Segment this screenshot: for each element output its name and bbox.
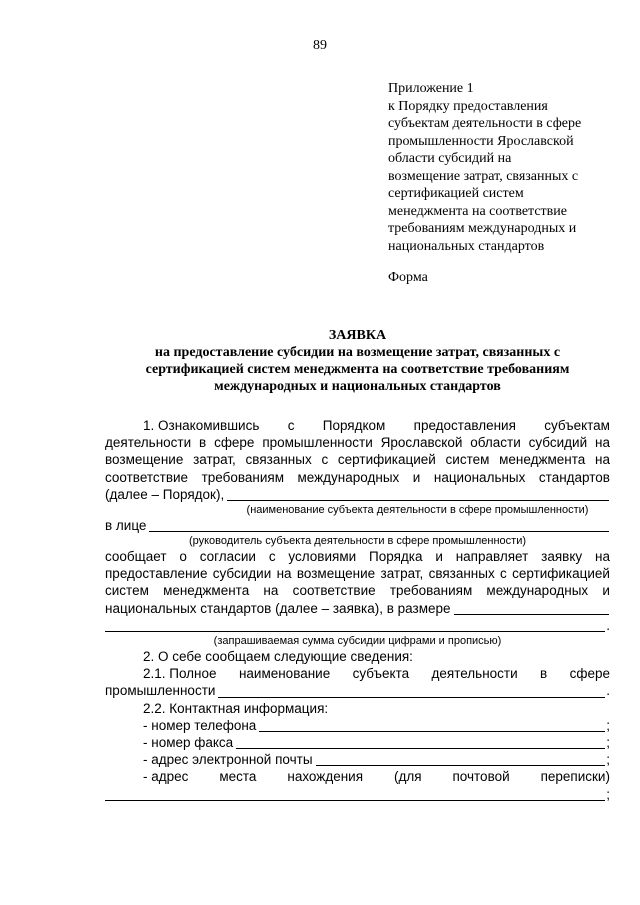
word: возмещение: [105, 452, 184, 468]
word: наименование: [238, 666, 331, 682]
word: менеджмента: [499, 452, 586, 468]
word: согласии: [199, 549, 256, 565]
paragraph-line: [105, 548, 610, 565]
word: направляет: [455, 549, 529, 565]
word: на: [594, 549, 610, 565]
field-caption: (запрашиваемая сумма субсидии цифрами и прописью): [213, 635, 502, 648]
word: 2.1. Полное: [143, 666, 217, 682]
appendix-header: [388, 80, 628, 255]
word: почтовой: [452, 769, 510, 785]
word: систем: [105, 583, 149, 599]
word: субъектам: [544, 417, 610, 433]
word: о: [179, 549, 187, 565]
word: и: [412, 469, 421, 485]
word: области: [470, 435, 521, 451]
appendix-line: промышленности Ярославской: [388, 133, 574, 149]
email-field[interactable]: [316, 753, 606, 766]
word: - адрес: [143, 769, 189, 785]
word: субсидии: [212, 566, 272, 582]
word: национальных: [433, 469, 526, 485]
word: международных: [297, 469, 400, 485]
word: сообщает: [105, 549, 167, 565]
word: соответствие: [292, 583, 376, 599]
amount-field-long[interactable]: [105, 619, 605, 632]
appendix-line: менеджмента на соответствие: [388, 203, 567, 219]
appendix-line: требованиям международных и: [388, 221, 577, 236]
word: предоставления: [413, 417, 516, 433]
word: с: [268, 549, 276, 565]
paragraph-line: [105, 434, 610, 451]
word: деятельности: [431, 666, 518, 682]
semicolon: ;: [606, 717, 610, 733]
word: сертификацией: [337, 452, 436, 468]
semicolon: ;: [606, 752, 610, 768]
word: международных: [486, 583, 589, 599]
subject-name-field[interactable]: [227, 488, 609, 501]
word: связанных: [428, 566, 495, 582]
title-main: ЗАЯВКА: [328, 328, 387, 343]
appendix-line: субъектам деятельности в сфере: [388, 116, 582, 131]
field-caption: (наименование субъекта деятельности в сфере промышленности): [246, 503, 589, 516]
appendix-line: Приложение 1: [388, 81, 474, 96]
paragraph-line: [105, 665, 610, 682]
paragraph-line: [105, 517, 610, 534]
word: стандартов: [538, 469, 610, 485]
paragraph-line: [105, 751, 610, 768]
word: систем: [445, 452, 490, 468]
word: - номер телефона: [143, 717, 257, 733]
period: .: [606, 683, 610, 699]
paragraph-line: [105, 617, 610, 634]
paragraph-line: [105, 469, 610, 486]
semicolon: ;: [606, 786, 610, 802]
phone-field[interactable]: [259, 719, 605, 732]
word: с: [321, 452, 329, 468]
appendix-line: к Порядку предоставления: [388, 98, 548, 114]
paragraph-line: [105, 700, 610, 717]
word: субъекта: [352, 666, 410, 682]
word: заявку: [541, 549, 583, 565]
appendix-line: области субсидий на: [388, 151, 512, 166]
word: на: [595, 435, 610, 451]
word: промышленности: [105, 683, 216, 699]
word: на: [263, 583, 279, 599]
word: 1. Ознакомившись: [143, 417, 260, 433]
field-caption: (руководитель субъекта деятельности в сфере промышленности): [188, 535, 527, 548]
full-name-field[interactable]: [218, 685, 605, 698]
word: предоставление: [105, 566, 208, 582]
word: затрат,: [193, 452, 236, 468]
section-heading: [105, 648, 610, 665]
fax-field[interactable]: [236, 736, 605, 749]
word: и: [602, 583, 610, 599]
word: (для: [393, 769, 422, 785]
word: на: [276, 566, 292, 582]
page-number: 89: [313, 38, 327, 53]
document-title: [105, 327, 610, 395]
paragraph-line: [105, 682, 610, 699]
address-field[interactable]: [105, 788, 605, 801]
word: деятельности: [105, 435, 192, 451]
word: затрат,: [380, 566, 424, 582]
document-body: [105, 417, 610, 803]
word: и: [435, 549, 443, 565]
word: Ярославской: [380, 435, 463, 451]
paragraph-line: [105, 734, 610, 751]
word: в: [199, 435, 207, 451]
word: 2.2. Контактная информация:: [143, 700, 329, 716]
word: - номер факса: [143, 734, 234, 750]
paragraph-line: [105, 768, 610, 785]
word: места: [219, 769, 257, 785]
head-person-field[interactable]: [149, 519, 609, 532]
word: с: [287, 417, 295, 433]
paragraph-line: [105, 717, 610, 734]
word: сертификацией: [512, 566, 610, 582]
semicolon: ;: [606, 734, 610, 750]
amount-field-short[interactable]: [454, 602, 609, 615]
word: промышленности: [262, 435, 373, 451]
word: условиями: [288, 549, 357, 565]
appendix-line: национальных стандартов: [388, 238, 545, 254]
word: в: [540, 666, 548, 682]
title-sub-line: на предоставление субсидии на возмещение затрат, связанных с: [154, 345, 561, 360]
paragraph-line: [105, 786, 610, 803]
paragraph-line: [105, 486, 610, 503]
word: требованиям: [389, 583, 473, 599]
word: требованиям: [201, 469, 284, 485]
word: нахождения: [287, 769, 364, 785]
paragraph-line: [105, 600, 610, 617]
form-label: Форма: [388, 270, 428, 285]
word: национальных стандартов (далее – заявка), в размере: [105, 600, 451, 616]
word: связанных: [245, 452, 312, 468]
word: переписки): [540, 769, 610, 785]
word: в лице: [105, 517, 147, 533]
paragraph-line: [105, 417, 610, 434]
word: соответствие: [105, 469, 189, 485]
word: Порядка: [369, 549, 423, 565]
paragraph-line: [105, 451, 610, 468]
word: 2. О себе сообщаем следующие сведения:: [143, 649, 413, 665]
title-sub-line: международных и национальных стандартов: [214, 379, 501, 394]
word: сфере: [214, 435, 255, 451]
title-sub-line: сертификацией систем менеджмента на соответствие требованиям: [145, 362, 570, 377]
word: с: [500, 566, 507, 582]
word: менеджмента: [163, 583, 250, 599]
word: на: [595, 452, 610, 468]
word: (далее – Порядок),: [105, 486, 225, 502]
appendix-line: возмещение затрат, связанных с: [388, 168, 579, 184]
word: Порядком: [322, 417, 386, 433]
word: сфере: [569, 666, 610, 682]
paragraph-line: [105, 565, 610, 582]
period: .: [606, 617, 610, 633]
appendix-line: сертификацией систем: [388, 186, 524, 201]
word: - адрес электронной почты: [143, 752, 313, 768]
word: возмещение: [296, 566, 376, 582]
word: субсидий: [528, 435, 588, 451]
paragraph-line: [105, 583, 610, 600]
